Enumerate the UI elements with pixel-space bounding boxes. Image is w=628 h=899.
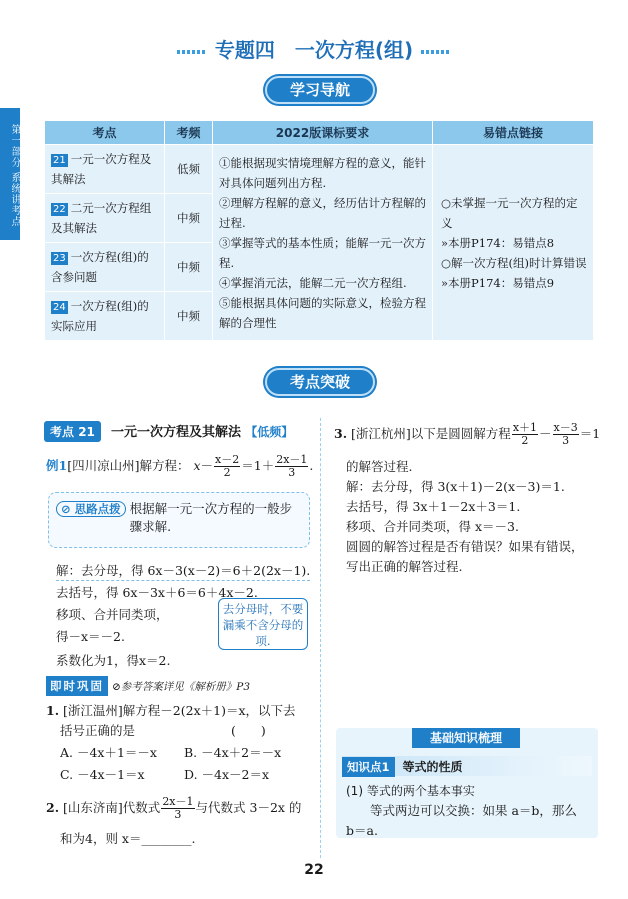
nav-table <box>44 120 594 341</box>
kp-header <box>342 757 463 777</box>
topic-freq: 中频 <box>165 194 213 243</box>
pitfall-1: ○未掌握一元一次方程的定义 <box>441 195 578 230</box>
q1-line-1: 1. [浙江温州]解方程－2(2x＋1)＝x，以下去 <box>46 703 296 718</box>
topic-num: 24 <box>53 302 66 313</box>
topic-num: 22 <box>53 204 66 215</box>
column-divider <box>320 418 321 858</box>
topic-freq: 中频 <box>165 292 213 341</box>
fraction: $\frac{2x-1}{3}$ <box>162 795 194 821</box>
table-row <box>45 145 594 194</box>
solution-line-1: 解：去分母，得 6x－3(x－2)＝6＋2(2x－1). <box>56 562 310 581</box>
q3-step-2: 去括号，得 3x＋1－2x＋3＝1. <box>346 499 521 514</box>
page-number: 22 <box>304 862 324 878</box>
basics-title: 基础知识梳理 <box>412 728 520 748</box>
q2-line-1: 2. [山东济南]代数式 $\frac{2x-1}{3}$ 与代数式 3－2x 的 <box>46 795 302 821</box>
fraction: $\frac{x-3}{3}$ <box>553 421 578 447</box>
q1-option-a[interactable]: A. －4x＋1＝－x <box>60 745 157 760</box>
pitfall-2: ○解一次方程(组)时计算错误 <box>441 255 587 270</box>
q1-option-c[interactable]: C. －4x－1＝x <box>60 767 145 782</box>
topic-num: 21 <box>53 155 66 166</box>
callout-note: 去分母时，不要漏乘不含分母的项. <box>218 598 308 650</box>
q1-line-2: 括号正确的是 ( ) <box>60 723 266 738</box>
q1-option-d[interactable]: D. －4x－2＝x <box>184 767 270 782</box>
topic-name: 一元一次方程及其解法 <box>51 152 152 186</box>
fraction: $\frac{2x-1}{3}$ <box>276 453 308 479</box>
solution-line-3: 移项、合并同类项， <box>56 607 169 622</box>
kaodian-freq: 【低频】 <box>245 425 294 439</box>
kp-label: 知识点1 <box>342 757 395 777</box>
example-1: 例1[四川凉山州]解方程： x－ $\frac{x-2}{2}$ ＝1＋ $\frac{2x-1}{3}$ . <box>46 453 314 479</box>
title-dots-right <box>421 50 451 54</box>
req-4: ④掌握消元法，能解二元一次方程组. <box>219 275 407 290</box>
pitfall-link-1[interactable]: »本册P174：易错点8 <box>441 235 555 250</box>
solution-line-5: 系数化为1，得x＝2. <box>56 653 171 668</box>
col-header-topic: 考点 <box>45 121 165 145</box>
title-dots-left <box>177 50 207 54</box>
q3-line-2: 的解答过程. <box>346 459 413 474</box>
col-header-req: 2022版课标要求 <box>213 121 433 145</box>
q2-line-2[interactable]: 和为4，则 x＝________. <box>60 831 196 846</box>
topic-name: 一次方程(组)的实际应用 <box>51 299 149 333</box>
q3-step-3: 移项、合并同类项，得 x＝－3. <box>346 519 519 534</box>
solution-line-2: 去括号，得 6x－3x＋6＝6＋4x－2. <box>56 585 258 600</box>
fraction: $\frac{x-2}{2}$ <box>215 453 240 479</box>
breakthrough-pill: 考点突破 <box>265 368 375 396</box>
page-title <box>0 34 628 63</box>
topic-name: 一次方程(组)的含参问题 <box>51 250 149 284</box>
topic-freq: 中频 <box>165 243 213 292</box>
kp-text-1: 等式两边可以交换：如果 a＝b，那么 <box>370 803 577 818</box>
example-text: 解方程： <box>139 458 190 473</box>
hint-label: ⊘ 思路点拨 <box>56 501 126 517</box>
title-text: 专题四 一次方程(组) <box>214 38 414 62</box>
q1-option-b[interactable]: B. －4x＋2＝－x <box>184 745 282 760</box>
topic-name: 二元一次方程组及其解法 <box>51 201 152 235</box>
example-label: 例1 <box>46 458 68 473</box>
q3-line-1: 3. [浙江杭州]以下是圆圆解方程 $\frac{x+1}{2}$ － $\frac{x-3}{3}$ ＝1 <box>334 421 601 447</box>
q1-answer-paren[interactable]: ( ) <box>231 723 266 738</box>
topic-freq: 低频 <box>165 145 213 194</box>
hint-text: 根据解一元一次方程的一般步骤求解. <box>129 501 293 534</box>
q3-step-5: 写出正确的解答过程. <box>346 559 463 574</box>
col-header-freq: 考频 <box>165 121 213 145</box>
hint-line-1 <box>56 500 300 536</box>
pitfall-link-2[interactable]: »本册P174：易错点9 <box>441 275 555 290</box>
consolidate-badge: 即时巩固 <box>46 676 108 696</box>
example-source: [四川凉山州] <box>67 458 140 473</box>
q3-step-4: 圆圆的解答过程是否有错误？如果有错误， <box>346 539 584 554</box>
req-2: ②理解方程解的意义，经历估计方程解的过程. <box>219 195 426 230</box>
nav-pill: 学习导航 <box>265 76 375 104</box>
kaodian-badge: 考点 21 <box>44 421 101 442</box>
kp-text-2: b＝a. <box>346 823 378 838</box>
consolidate-header <box>46 676 250 696</box>
col-header-pitfall: 易错点链接 <box>433 121 594 145</box>
fraction: $\frac{x+1}{2}$ <box>512 421 538 447</box>
kp-title: 等式的性质 <box>402 760 463 774</box>
req-1: ①能根据现实情境理解方程的意义，能针对具体问题列出方程. <box>219 155 426 190</box>
kaodian-header <box>44 421 314 443</box>
req-5: ⑤能根据具体问题的实际意义，检验方程解的合理性 <box>219 295 426 330</box>
q3-step-1: 解：去分母，得 3(x＋1)－2(x－3)＝1. <box>346 479 565 494</box>
topic-num: 23 <box>53 253 66 264</box>
kp-subheading: (1) 等式的两个基本事实 <box>346 784 475 798</box>
kaodian-title: 一元一次方程及其解法 <box>111 425 242 440</box>
answer-ref[interactable]: ⊘参考答案详见《解析册》P3 <box>111 681 251 693</box>
sidebar-tab: 第一部分 系统讲考点 <box>0 108 20 240</box>
solution-line-4: 得－x＝－2. <box>56 629 125 644</box>
req-3: ③掌握等式的基本性质；能解一元一次方程. <box>219 235 426 270</box>
